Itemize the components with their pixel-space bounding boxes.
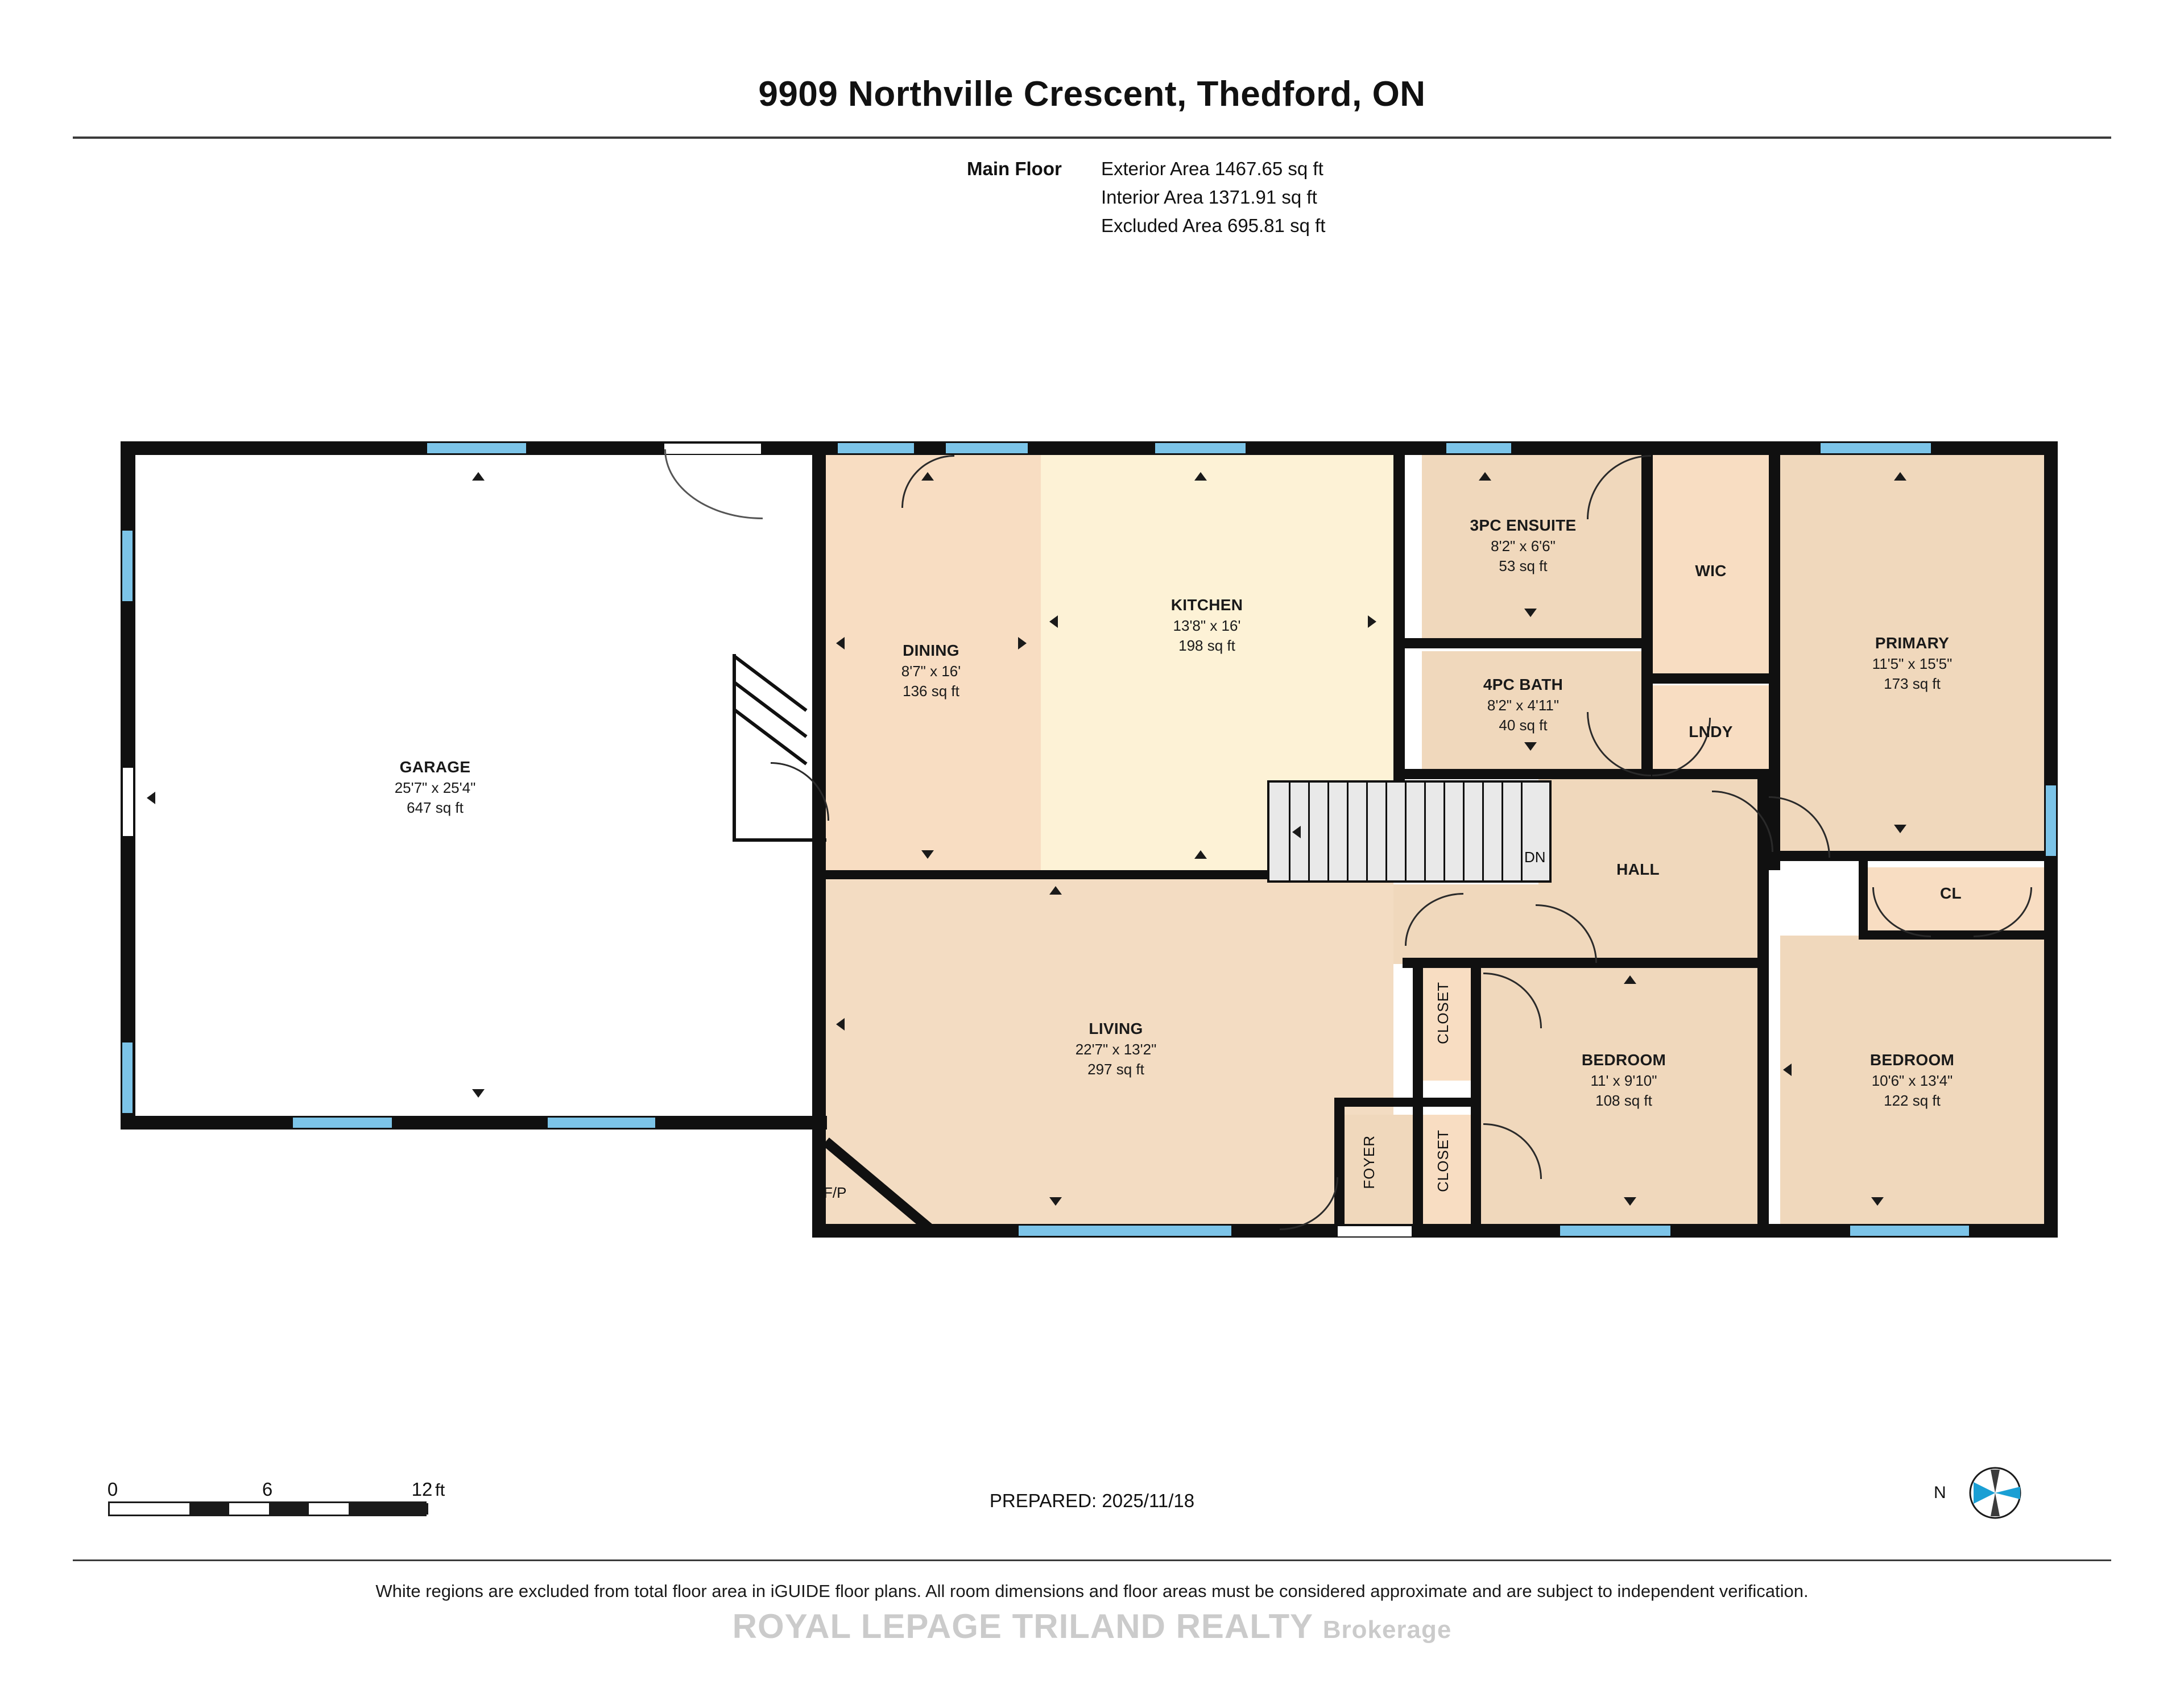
arrow-living-bottom (1049, 1197, 1062, 1206)
wall-garage-house-joint (812, 1116, 827, 1130)
stairs-down (1267, 780, 1552, 883)
label-cl (1940, 883, 1962, 904)
label-bedroom1 (1582, 1049, 1666, 1111)
scale-tick-12: 12 (411, 1479, 433, 1500)
room-foyer (1342, 1115, 1422, 1234)
window-bedroom1-bottom (1558, 1224, 1672, 1238)
label-bedroom2-area: 122 sq ft (1884, 1092, 1941, 1110)
label-wic-name: WIC (1695, 562, 1727, 580)
label-cl-name: CL (1940, 884, 1962, 902)
arrow-kitchen-right (1368, 615, 1376, 628)
window-bedroom2-bottom (1848, 1224, 1971, 1238)
label-lndy-name: LNDY (1689, 723, 1733, 740)
label-bath-dims: 8'2" x 4'11" (1487, 697, 1560, 714)
label-kitchen-name: KITCHEN (1170, 596, 1243, 614)
wall-closet-west (1413, 958, 1423, 1230)
arrow-bath-bottom (1524, 742, 1537, 751)
wall-bedroom2-west (1757, 860, 1769, 1238)
excluded-area: Excluded Area 695.81 sq ft (1101, 215, 1326, 237)
arrow-garage-left (147, 792, 155, 804)
scale-tick-0: 0 (107, 1479, 118, 1500)
label-bedroom2 (1870, 1049, 1954, 1111)
label-living (1076, 1018, 1157, 1080)
arrow-bedroom2-left (1783, 1064, 1792, 1076)
label-bedroom2-dims: 10'6" x 13'4" (1871, 1072, 1953, 1090)
label-primary-area: 173 sq ft (1884, 675, 1941, 693)
arrow-bedroom2-bottom (1871, 1197, 1884, 1206)
label-bedroom1-area: 108 sq ft (1595, 1092, 1652, 1110)
window-dining-top-2 (944, 441, 1029, 455)
arrow-dining-bottom (921, 850, 934, 859)
label-foyer: FOYER (1360, 1135, 1378, 1189)
arrow-primary-bottom (1894, 825, 1906, 833)
label-bath (1483, 674, 1563, 736)
label-living-name: LIVING (1089, 1020, 1143, 1037)
label-kitchen (1171, 594, 1243, 656)
wall-closet-divider (1413, 1098, 1481, 1107)
compass-north-label: N (1934, 1483, 1946, 1502)
label-primary-name: PRIMARY (1875, 634, 1950, 652)
wall-ensuite-bath (1403, 638, 1647, 648)
scale-unit: ft (435, 1480, 445, 1500)
label-ensuite-area: 53 sq ft (1499, 557, 1548, 575)
exterior-area: Exterior Area 1467.65 sq ft (1101, 158, 1323, 179)
brokerage-watermark (0, 1607, 2184, 1646)
label-closet2: CLOSET (1434, 1130, 1451, 1193)
window-dining-top (836, 441, 916, 455)
label-ensuite-name: 3PC ENSUITE (1470, 516, 1577, 534)
arrow-garage-bottom (472, 1089, 485, 1098)
label-primary (1872, 632, 1953, 694)
scale-tick-6: 6 (262, 1479, 273, 1500)
label-hall-name: HALL (1616, 860, 1660, 878)
arrow-bedroom1-top (1624, 975, 1636, 984)
window-garage-bottom-2 (546, 1116, 657, 1130)
wall-cl-bottom (1859, 930, 2053, 940)
arrow-bedroom1-bottom (1624, 1197, 1636, 1206)
arrow-primary-top (1894, 472, 1906, 481)
label-dining-dims: 8'7" x 16' (901, 663, 961, 680)
arrow-dining-right (1018, 637, 1027, 649)
label-bedroom1-name: BEDROOM (1581, 1051, 1666, 1069)
interior-area: Interior Area 1371.91 sq ft (1101, 187, 1317, 208)
label-garage-name: GARAGE (399, 758, 471, 776)
label-bedroom1-dims: 11' x 9'10" (1590, 1072, 1657, 1090)
wall-bedroom1-west (1471, 958, 1481, 1230)
prepared-date: PREPARED: 2025/11/18 (989, 1490, 1195, 1511)
label-kitchen-area: 198 sq ft (1178, 637, 1235, 655)
arrow-kitchen-left (1049, 615, 1058, 628)
label-bath-name: 4PC BATH (1483, 676, 1563, 693)
label-garage (395, 756, 476, 818)
label-garage-area: 647 sq ft (407, 799, 464, 817)
window-garage-bottom-1 (291, 1116, 394, 1130)
stairs-dn-label: DN (1524, 849, 1546, 866)
compass (1934, 1462, 2036, 1524)
opening-garage-left-door (123, 768, 133, 836)
window-garage-left-lower (121, 1041, 134, 1115)
page-title: 9909 Northville Crescent, Thedford, ON (758, 75, 1426, 114)
floor-label: Main Floor (967, 158, 1062, 179)
label-living-area: 297 sq ft (1087, 1061, 1144, 1078)
window-primary-east (2044, 784, 2058, 858)
label-wic (1695, 560, 1726, 582)
window-primary-top (1819, 441, 1933, 455)
arrow-ensuite-top (1479, 472, 1491, 481)
wall-wic-lndy (1641, 673, 1772, 684)
window-ensuite-top (1445, 441, 1513, 455)
label-living-dims: 22'7" x 13'2" (1075, 1041, 1157, 1058)
wall-garage-bottom (121, 1116, 826, 1130)
wall-bath-bottom (1403, 769, 1772, 779)
window-garage-top (425, 441, 528, 455)
compass-icon (1934, 1462, 2036, 1524)
label-fireplace: F/P (824, 1184, 847, 1201)
label-garage-dims: 25'7" x 25'4" (394, 779, 476, 797)
stair-landing-vert (733, 654, 736, 842)
window-living-bottom (1017, 1224, 1233, 1238)
label-dining-name: DINING (903, 642, 959, 659)
label-bath-area: 40 sq ft (1499, 717, 1548, 734)
wall-foyer-west (1334, 1098, 1345, 1230)
window-kitchen-top (1153, 441, 1247, 455)
arrow-living-top (1194, 850, 1207, 859)
window-garage-left-upper (121, 529, 134, 603)
arrow-ensuite-bottom (1524, 609, 1537, 617)
arrow-living-left (836, 1018, 845, 1031)
arrow-garage-top (472, 472, 485, 481)
label-ensuite (1470, 515, 1577, 577)
footer-divider (73, 1559, 2111, 1561)
arrow-kitchen-top (1194, 472, 1207, 481)
label-dining (901, 640, 961, 702)
stairs-direction-arrow (1292, 826, 1301, 838)
arrow-dining-top (921, 472, 934, 481)
label-lndy (1689, 721, 1732, 743)
wall-cl-west (1859, 860, 1868, 940)
label-dining-area: 136 sq ft (903, 682, 959, 700)
disclaimer-text: White regions are excluded from total floor area in iGUIDE floor plans. All room dimensions and floor areas must be considered approximate and are subject to independent verification. (375, 1581, 1809, 1601)
label-bedroom2-name: BEDROOM (1869, 1051, 1955, 1069)
label-closet1: CLOSET (1434, 982, 1451, 1045)
arrow-living-top-left (1049, 886, 1062, 895)
wall-kitchen-east (1393, 449, 1405, 779)
opening-foyer-bottom (1338, 1226, 1412, 1236)
arrow-dining-left (836, 637, 845, 649)
brokerage-suffix: Brokerage (1322, 1616, 1452, 1644)
brokerage-name: ROYAL LEPAGE TRILAND REALTY (732, 1607, 1313, 1645)
label-hall (1616, 859, 1660, 880)
label-ensuite-dims: 8'2" x 6'6" (1491, 537, 1556, 555)
label-kitchen-dims: 13'8" x 16' (1173, 617, 1241, 635)
stair-landing-bottom (733, 838, 826, 842)
wall-foyer-top (1334, 1098, 1423, 1107)
label-primary-dims: 11'5" x 15'5" (1872, 655, 1953, 673)
